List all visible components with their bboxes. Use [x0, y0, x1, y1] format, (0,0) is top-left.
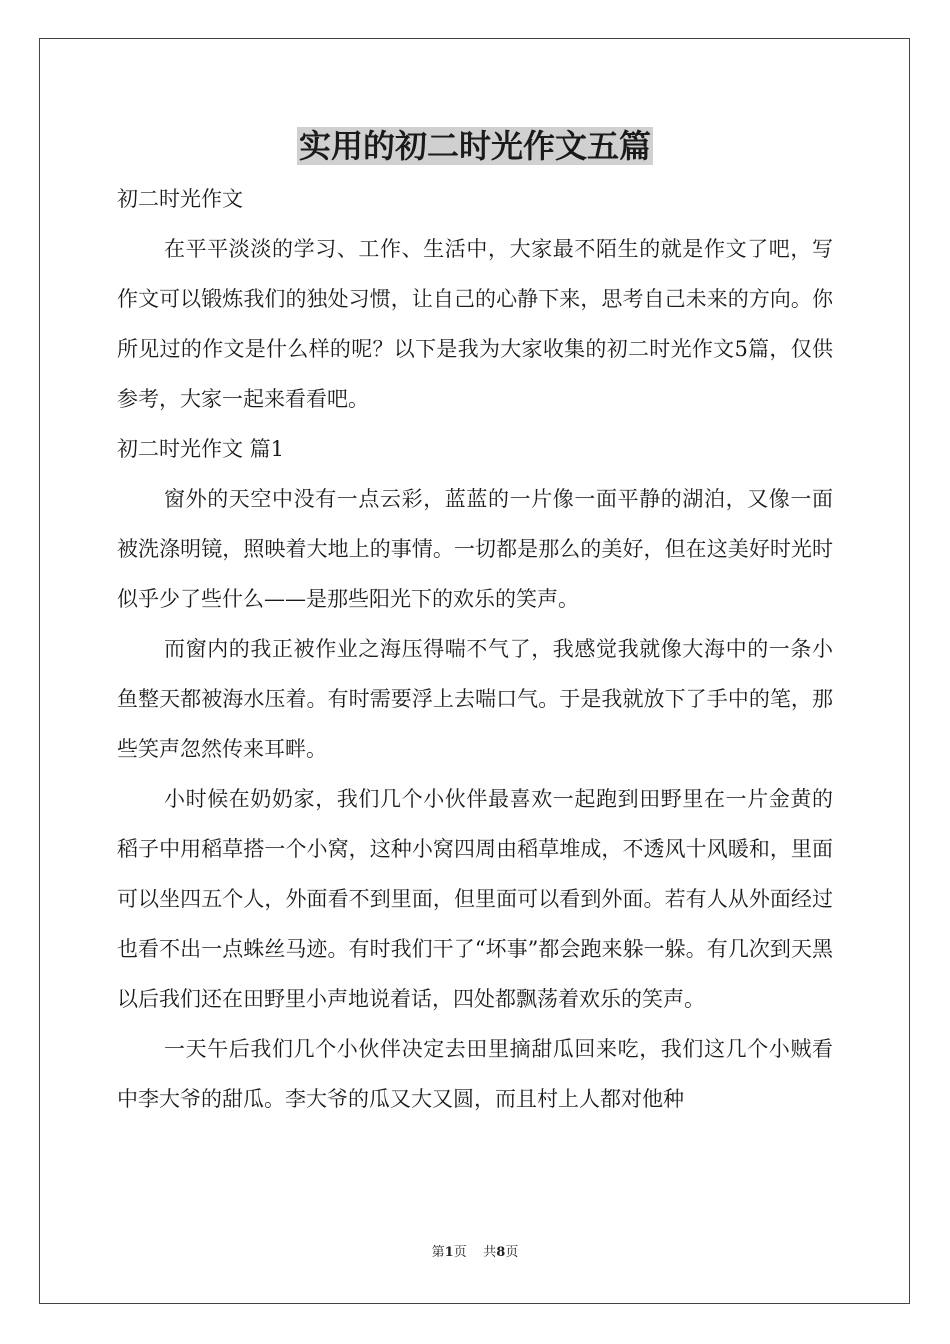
- page-prefix: 第: [431, 1245, 445, 1260]
- intro-paragraph: 在平平淡淡的学习、工作、生活中，大家最不陌生的就是作文了吧，写作文可以锻炼我们的独处习惯，让自己的心静下来，思考自己未来的方向。你所见过的作文是什么样的呢？以下是我为大家收集的初二时光作文5篇，仅供参考，大家一起来看看吧。: [117, 237, 833, 411]
- body-paragraph: 小时候在奶奶家，我们几个小伙伴最喜欢一起跑到田野里在一片金黄的稻子中用稻草搭一个小窝，这种小窝四周由稻草堆成，不透风十风暖和，里面可以坐四五个人，外面看不到里面，但里面可以看到外面。若有人从外面经过也看不出一点蛛丝马迹。有时我们干了“坏事”都会跑来躲一躲。有几次到天黑以后我们还在田野里小声地说着话，四处都飘荡着欢乐的笑声。: [117, 787, 833, 1011]
- page-footer: [0, 1244, 950, 1262]
- body-paragraph: 而窗内的我正被作业之海压得喘不气了，我感觉我就像大海中的一条小鱼整天都被海水压着。有时需要浮上去喘口气。于是我就放下了手中的笔，那些笑声忽然传来耳畔。: [117, 637, 833, 761]
- document-body: [117, 174, 833, 1124]
- document-title: [0, 122, 950, 170]
- total-unit: 页: [505, 1245, 519, 1260]
- document-title-text: 实用的初二时光作文五篇: [298, 127, 651, 165]
- page-total: 8: [496, 1245, 506, 1260]
- page-unit: 页: [453, 1245, 467, 1260]
- body-paragraph: 一天午后我们几个小伙伴决定去田里摘甜瓜回来吃，我们这几个小贼看中李大爷的甜瓜。李大爷的瓜又大又圆，而且村上人都对他种: [117, 1037, 833, 1111]
- page-current: 1: [444, 1245, 454, 1260]
- document-subtitle: 初二时光作文: [117, 187, 243, 211]
- section-heading: 初二时光作文 篇1: [117, 437, 285, 461]
- total-prefix: 共: [483, 1245, 497, 1260]
- body-paragraph: 窗外的天空中没有一点云彩，蓝蓝的一片像一面平静的湖泊，又像一面被洗涤明镜，照映着大地上的事情。一切都是那么的美好，但在这美好时光时似乎少了些什么——是那些阳光下的欢乐的笑声。: [117, 487, 833, 611]
